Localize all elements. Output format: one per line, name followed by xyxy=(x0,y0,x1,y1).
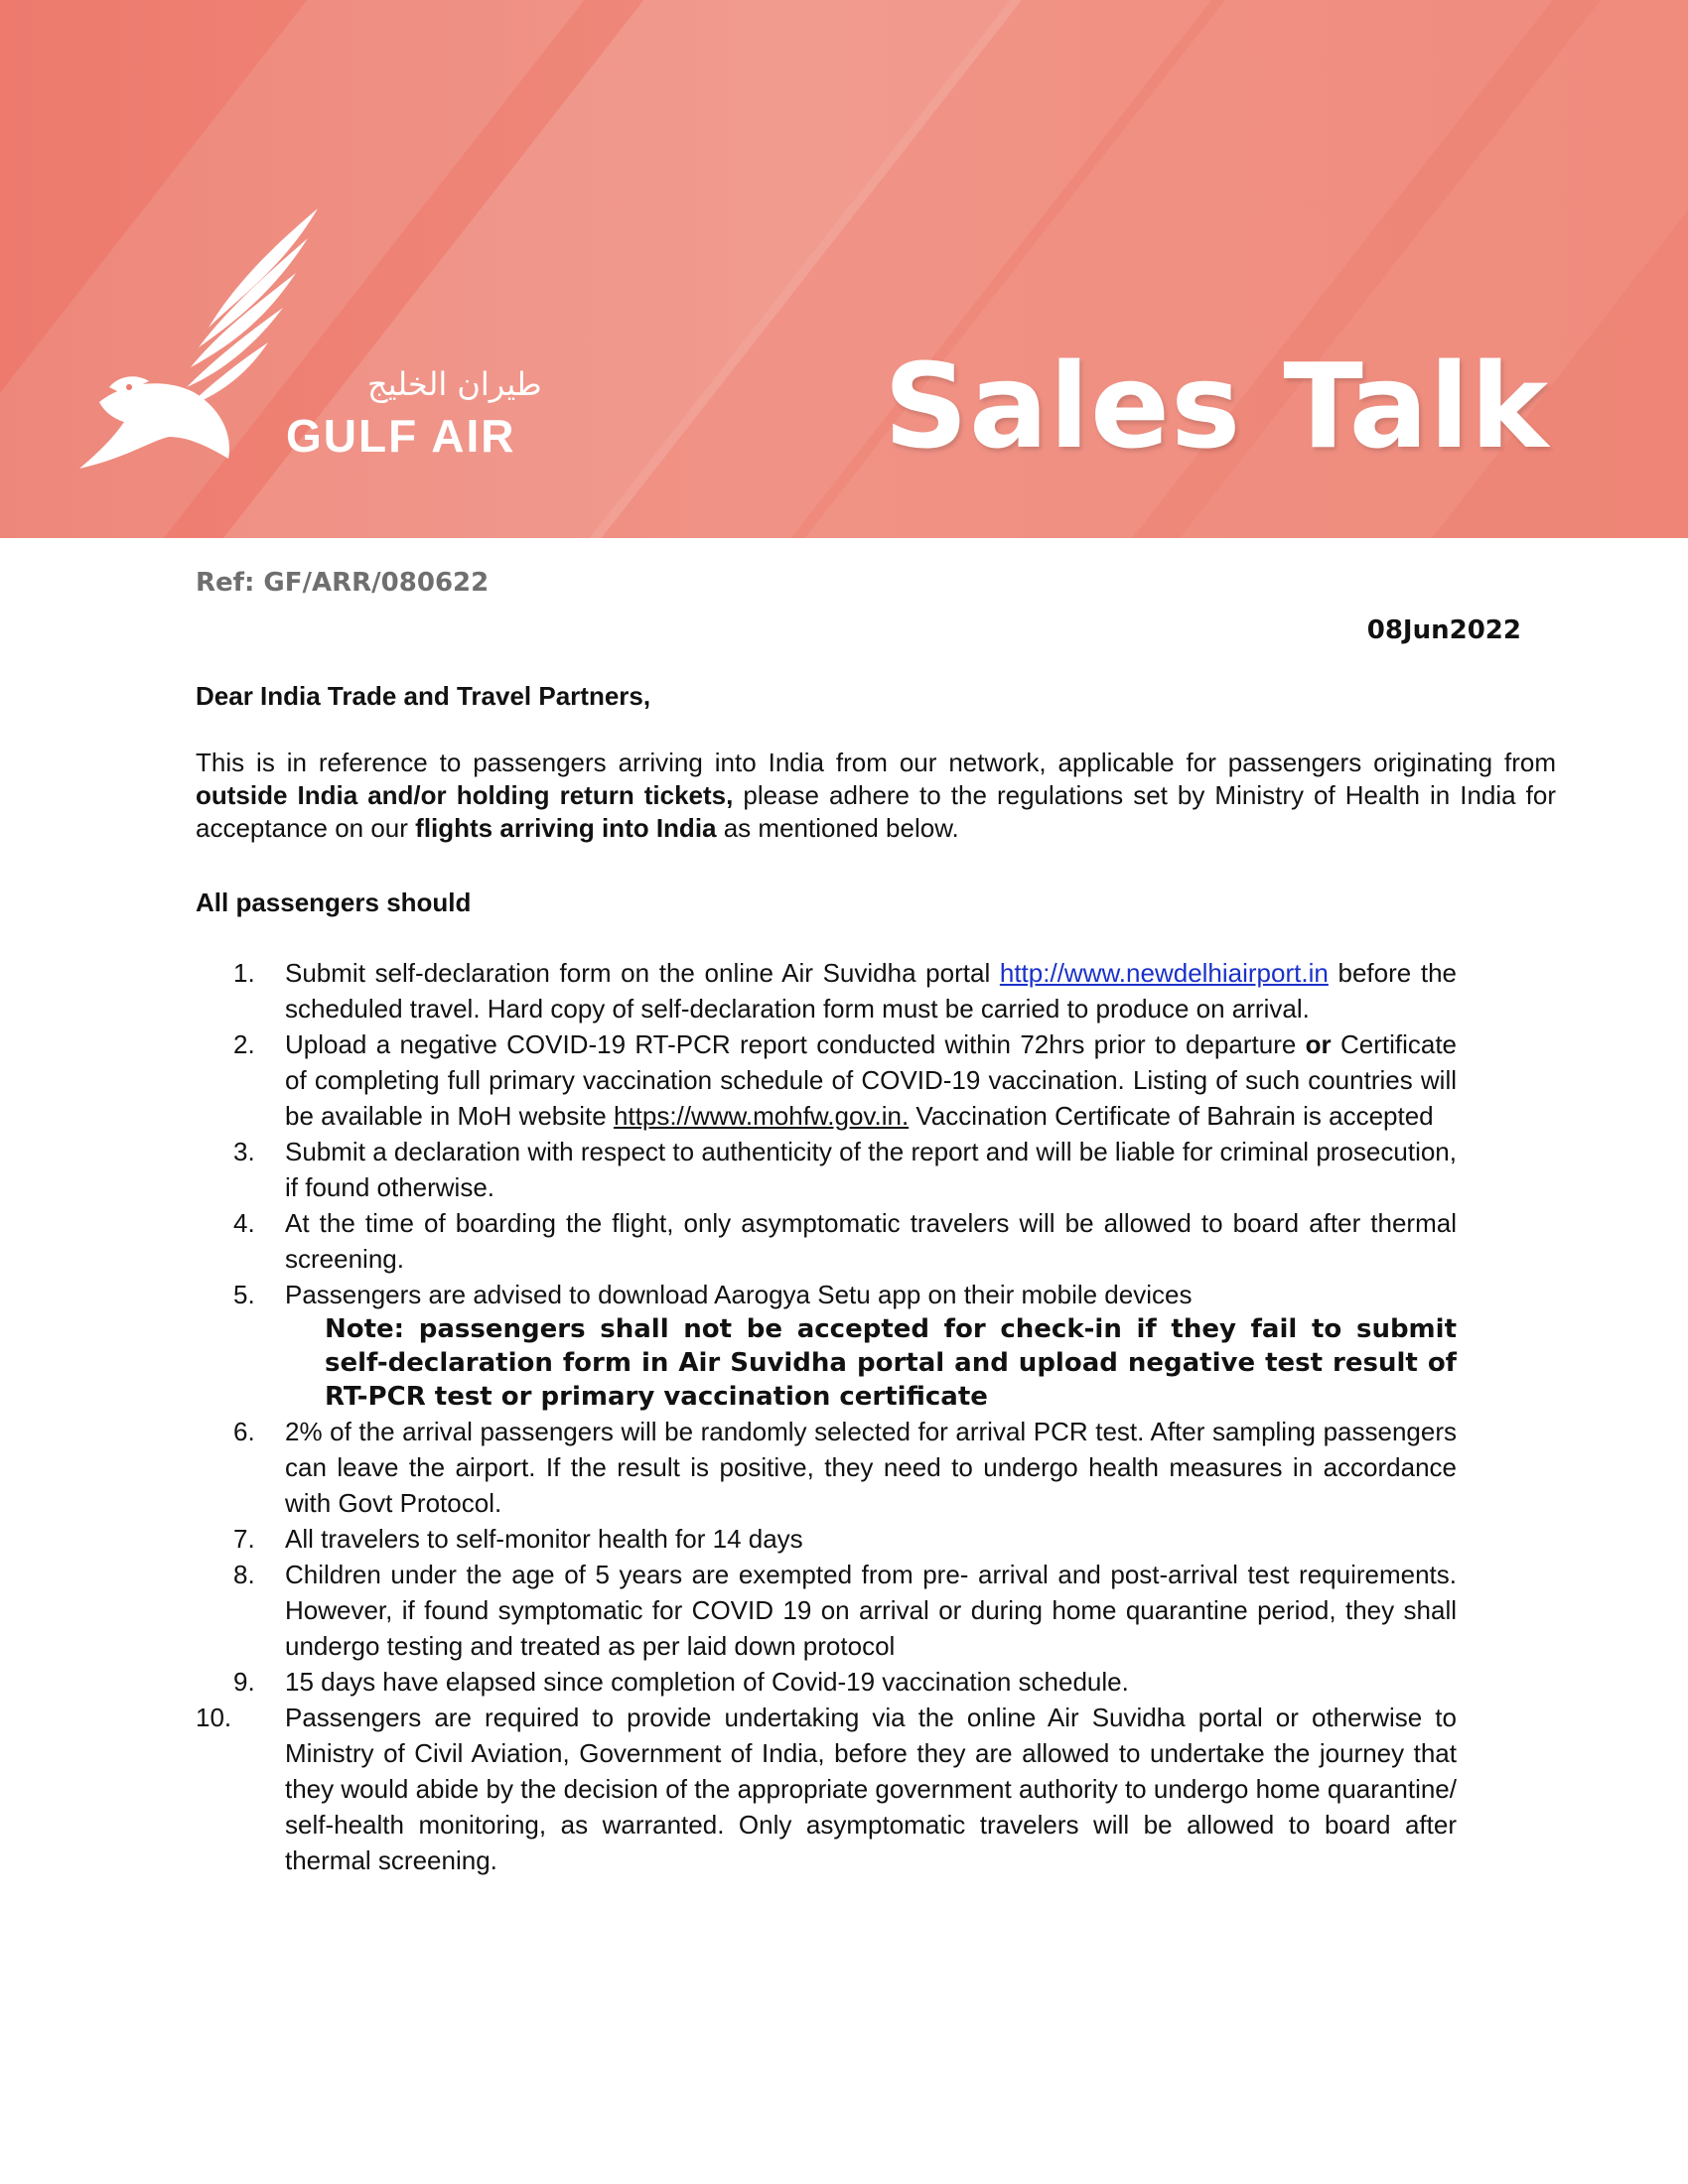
header-banner xyxy=(0,0,1688,538)
intro-text: This is in reference to passengers arriving into India from our network, applicable for passengers originating from xyxy=(196,748,1556,777)
list-text: Upload a negative COVID-19 RT-PCR report conducted within 72hrs prior to departure xyxy=(285,1029,1306,1059)
list-number: 3. xyxy=(233,1137,255,1166)
list-text: 15 days have elapsed since completion of Covid-19 vaccination schedule. xyxy=(285,1667,1129,1697)
list-item xyxy=(196,1664,1457,1700)
check-in-note: Note: passengers shall not be accepted for check-in if they fail to submit self-declaration form in Air Suvidha portal and upload negative test result of RT-PCR test or primary vaccination certificate xyxy=(325,1314,1457,1412)
intro-text: as mentioned below. xyxy=(716,813,959,843)
letter-date: 08Jun2022 xyxy=(1366,615,1521,645)
list-text: Passengers are required to provide undertaking via the online Air Suvidha portal or otherwise to Ministry of Civil Aviation, Government of India, before they are allowed to undertake the journey that they would abide by the decision of the appropriate government authority to undergo home quarantine/ self-health monitoring, as warranted. Only asymptomatic travelers will be allowed to board after thermal screening. xyxy=(285,1703,1457,1875)
requirements-list xyxy=(196,955,1457,1878)
list-text: At the time of boarding the flight, only asymptomatic travelers will be allowed to board after thermal screening. xyxy=(285,1208,1457,1274)
intro-bold-text: outside India and/or holding return tickets, xyxy=(196,780,734,810)
list-number: 1. xyxy=(233,958,255,988)
air-suvidha-link[interactable]: http://www.newdelhiairport.in xyxy=(999,958,1329,988)
list-number: 7. xyxy=(233,1524,255,1554)
list-text: Certificate of completing full primary vaccination schedule of COVID-19 vaccination. Listing of such countries will be available in MoH website xyxy=(285,1029,1457,1131)
logo-english-text: GULF AIR xyxy=(286,410,516,462)
list-bold-text: or xyxy=(1305,1029,1332,1059)
list-number: 10. xyxy=(196,1703,232,1732)
list-text: 2% of the arrival passengers will be randomly selected for arrival PCR test. After sampling passengers can leave the airport. If the result is positive, they need to undergo health measures in accordance with Govt Protocol. xyxy=(285,1417,1457,1518)
list-text: Submit a declaration with respect to authenticity of the report and will be liable for criminal prosecution, if found otherwise. xyxy=(285,1137,1457,1202)
reference-number: Ref: GF/ARR/080622 xyxy=(196,568,490,598)
list-number: 6. xyxy=(233,1417,255,1446)
list-number: 9. xyxy=(233,1667,255,1697)
list-item xyxy=(196,955,1457,1026)
mohfw-link[interactable]: https://www.mohfw.gov.in. xyxy=(613,1101,910,1131)
list-number: 2. xyxy=(233,1029,255,1059)
banner-title: Sales Talk xyxy=(884,338,1550,475)
list-item xyxy=(196,1557,1457,1664)
list-text: Passengers are advised to download Aarogya Setu app on their mobile devices xyxy=(285,1280,1193,1309)
list-item xyxy=(196,1414,1457,1521)
list-text: All travelers to self-monitor health for 14 days xyxy=(285,1524,803,1554)
intro-text: please adhere to the regulations set by Ministry of Health in India for acceptance on our xyxy=(196,780,1556,843)
list-item xyxy=(196,1521,1457,1557)
section-heading: All passengers should xyxy=(196,887,472,917)
list-text: Vaccination Certificate of Bahrain is accepted xyxy=(909,1101,1434,1131)
list-item xyxy=(196,1700,1457,1878)
list-text: before the scheduled travel. Hard copy of self-declaration form must be carried to produce on arrival. xyxy=(285,958,1457,1024)
list-number: 4. xyxy=(233,1208,255,1238)
list-number: 5. xyxy=(233,1280,255,1309)
logo-arabic-text: طيران الخليج xyxy=(367,365,542,403)
intro-paragraph xyxy=(196,747,1556,845)
list-item xyxy=(196,1205,1457,1277)
salutation: Dear India Trade and Travel Partners, xyxy=(196,681,651,711)
list-item xyxy=(196,1277,1457,1312)
list-text: Submit self-declaration form on the online Air Suvidha portal xyxy=(285,958,1000,988)
list-text: Children under the age of 5 years are exempted from pre- arrival and post-arrival test requirements. However, if found symptomatic for COVID 19 on arrival or during home quarantine period, they shall undergo testing and treated as per laid down protocol xyxy=(285,1560,1457,1661)
list-item xyxy=(196,1134,1457,1205)
list-number: 8. xyxy=(233,1560,255,1589)
intro-bold-text: flights arriving into India xyxy=(415,813,717,843)
list-item xyxy=(196,1026,1457,1134)
